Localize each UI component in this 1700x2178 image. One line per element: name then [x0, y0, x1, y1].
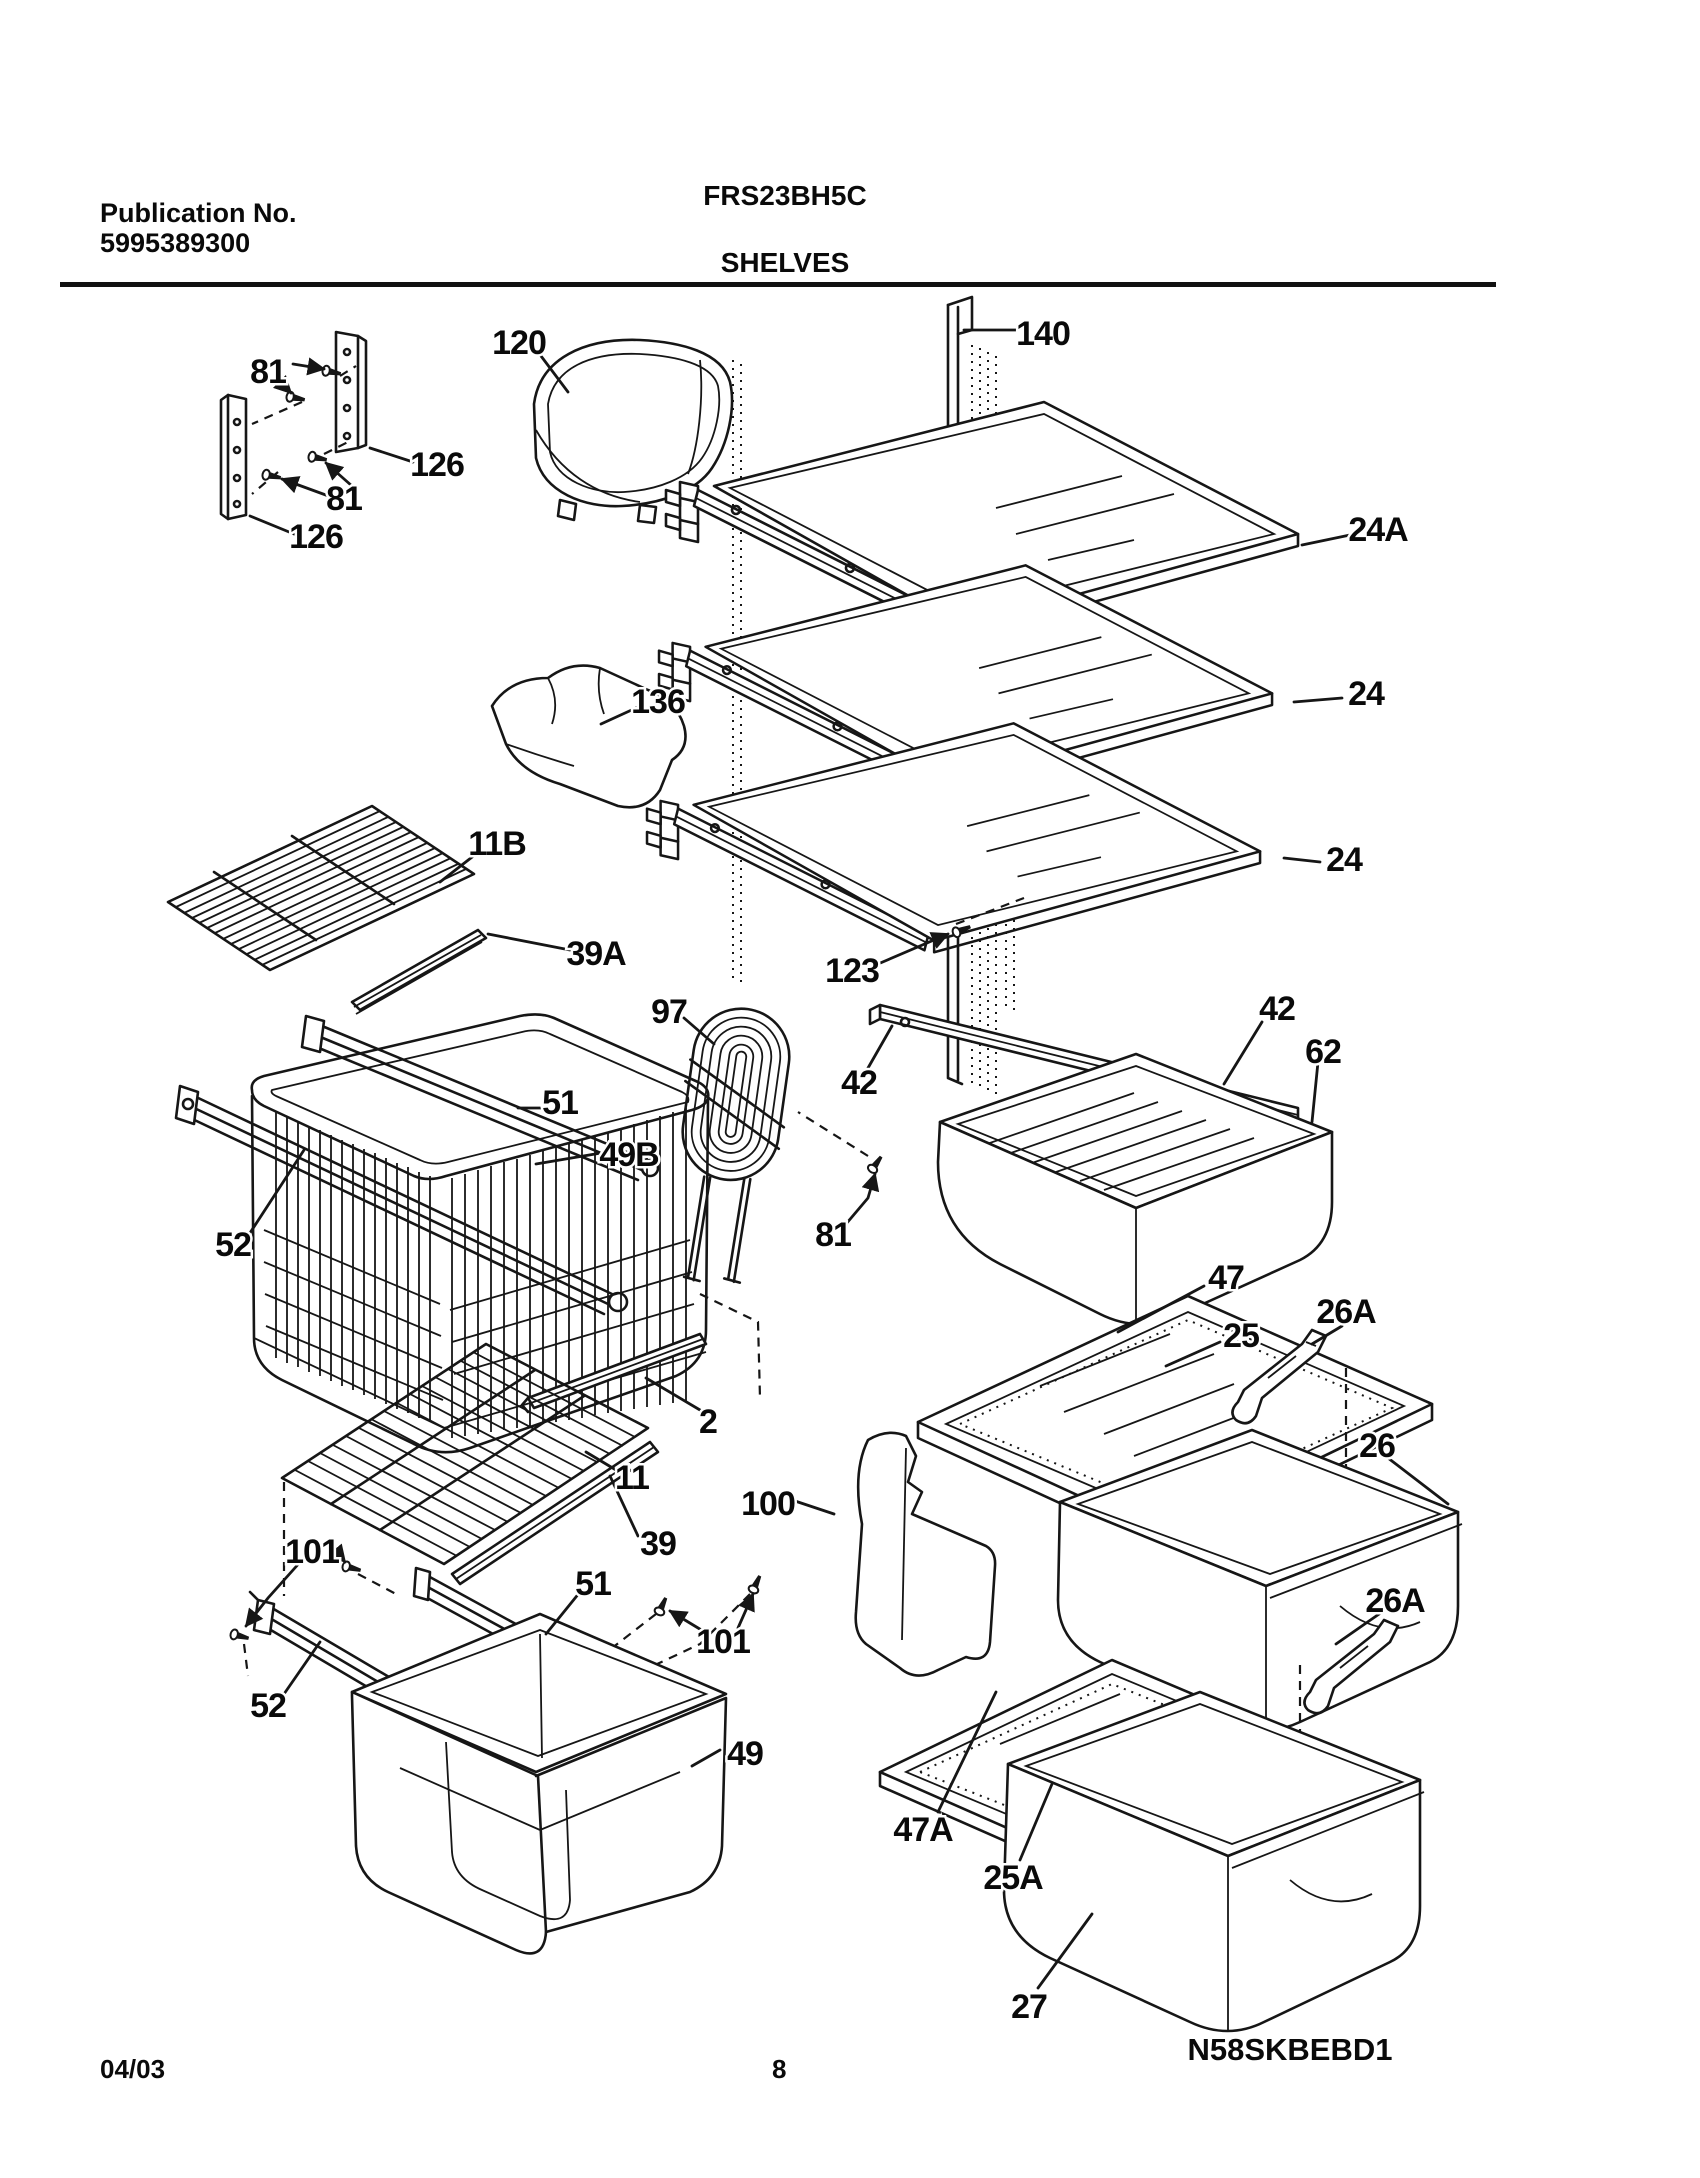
water-coil-97: [658, 1002, 799, 1290]
part-callout-120: 120: [492, 324, 546, 362]
part-callout-26A: 26A: [1365, 1582, 1425, 1620]
header-rule: [60, 282, 1496, 287]
part-callout-123: 123: [825, 952, 879, 990]
part-callout-24: 24: [1326, 841, 1362, 879]
diagram-code: N58SKBEBD1: [1187, 2032, 1393, 2067]
wire-basket-49b: [252, 1014, 760, 1452]
publication-number: 5995389300: [100, 228, 251, 258]
part-callout-97: 97: [651, 993, 687, 1031]
screw-81-middle: [798, 1112, 885, 1175]
part-callout-101: 101: [696, 1623, 750, 1661]
part-callout-136: 136: [631, 683, 685, 721]
part-callout-49B: 49B: [599, 1136, 659, 1174]
glass-shelf-24-lower: [647, 723, 1260, 952]
part-callout-39: 39: [640, 1525, 676, 1563]
part-callout-52: 52: [215, 1226, 251, 1264]
part-callout-47: 47: [1208, 1259, 1244, 1297]
part-callout-26: 26: [1359, 1427, 1395, 1465]
footer-date: 04/03: [100, 2054, 166, 2084]
part-callout-140: 140: [1016, 315, 1070, 353]
section-title: SHELVES: [720, 247, 850, 278]
part-callout-25: 25: [1223, 1317, 1259, 1355]
part-callout-26A: 26A: [1316, 1293, 1376, 1331]
publication-label: Publication No.: [100, 198, 297, 228]
crisper-pan-27: [1004, 1692, 1424, 2031]
exploded-drawing: [168, 297, 1462, 2031]
part-callout-51: 51: [542, 1084, 578, 1122]
divider-panel-100: [856, 1433, 995, 1676]
footer-page-number: 8: [772, 2054, 787, 2084]
part-callout-27: 27: [1011, 1988, 1047, 2026]
wire-shelf-11b: [168, 806, 474, 970]
part-callout-47A: 47A: [893, 1811, 953, 1849]
part-callout-126: 126: [289, 518, 343, 556]
mount-rail-126-right: [336, 332, 366, 452]
mount-rail-126-left: [221, 395, 246, 519]
part-callout-11: 11: [615, 1459, 649, 1497]
part-callout-51: 51: [575, 1565, 611, 1603]
part-callout-126: 126: [410, 446, 464, 484]
part-callout-52: 52: [250, 1687, 286, 1725]
part-callout-62: 62: [1305, 1033, 1341, 1071]
part-callout-24: 24: [1348, 675, 1384, 713]
part-callout-42: 42: [841, 1064, 877, 1102]
crisper-pan-62: [938, 1054, 1332, 1326]
part-callout-2: 2: [699, 1403, 717, 1441]
model-number: FRS23BH5C: [703, 180, 867, 211]
part-callout-24A: 24A: [1348, 511, 1408, 549]
open-bin-49: [352, 1614, 726, 1953]
part-callout-11B: 11B: [468, 825, 526, 863]
part-callout-100: 100: [741, 1485, 795, 1523]
part-callout-25A: 25A: [983, 1859, 1043, 1897]
part-callout-39A: 39A: [566, 935, 626, 973]
part-callout-81: 81: [326, 480, 362, 518]
part-callout-49: 49: [727, 1735, 763, 1773]
part-callout-81: 81: [250, 353, 286, 391]
part-callout-81: 81: [815, 1216, 851, 1254]
trim-rail-39a: [352, 930, 486, 1014]
part-callout-101: 101: [285, 1533, 339, 1571]
part-callout-42: 42: [1259, 990, 1295, 1028]
